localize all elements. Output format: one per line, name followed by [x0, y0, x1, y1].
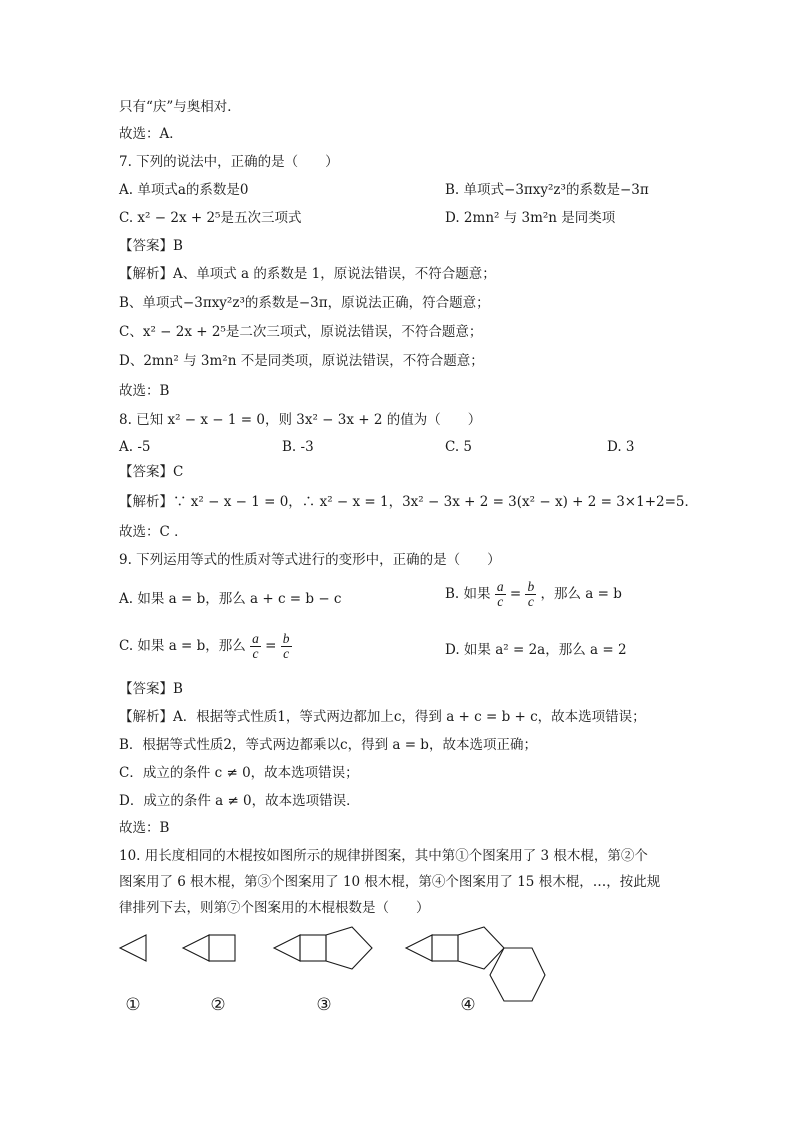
question-10-line1: 10. 用长度相同的木棍按如图所示的规律拼图案，其中第①个图案用了 3 根木棍，第②个 [119, 848, 648, 864]
figure-4-pentagon [458, 927, 504, 969]
option-9d: D. 如果 a² = 2a，那么 a = 2 [445, 642, 627, 658]
figure-3-triangle [274, 935, 300, 961]
question-7: 7. 下列的说法中，正确的是（ ） [119, 154, 339, 170]
fraction-a-over-c [250, 632, 261, 661]
figure-4-triangle [406, 935, 432, 961]
option-9c-prefix: C. 如果 a = b，那么 [119, 638, 246, 654]
explanation-9a: 【解析】A．根据等式性质1，等式两边都加上c，得到 a + c = b + c，故本选项错误； [119, 709, 646, 725]
explanation-9c: C．成立的条件 c ≠ 0，故本选项错误； [119, 765, 359, 781]
figure-1-triangle [120, 935, 146, 961]
question-8: 8. 已知 x² − x − 1 = 0，则 3x² − 3x + 2 的值为（ ） [119, 412, 482, 428]
explanation-9d: D．成立的条件 a ≠ 0，故本选项错误． [119, 793, 360, 809]
text-line: 只有“庆”与奥相对． [119, 99, 241, 115]
option-9c [119, 632, 292, 661]
numerator: a [496, 579, 504, 594]
question-10-line3: 律排列下去，则第⑦个图案用的木棍根数是（ ） [119, 900, 430, 916]
option-7a: A. 单项式a的系数是0 [119, 182, 249, 198]
denominator: c [283, 646, 290, 661]
option-9b-prefix: B. 如果 [445, 586, 491, 602]
figure-3-square [300, 935, 326, 961]
option-9b-suffix: ，那么 a = b [540, 586, 622, 602]
answer-7: 【答案】B [119, 238, 183, 254]
figure-label-1: ① [125, 995, 141, 1015]
option-7b: B. 单项式−3πxy²z³的系数是−3π [445, 182, 649, 198]
stick-pattern-figure [0, 920, 794, 1020]
numerator: b [527, 579, 535, 594]
option-8d: D. 3 [607, 439, 635, 455]
question-9: 9. 下列运用等式的性质对等式进行的变形中，正确的是（ ） [119, 552, 501, 568]
fraction-a-over-c [495, 580, 506, 609]
explanation-7b: B、单项式−3πxy²z³的系数是−3π，原说法正确，符合题意； [119, 295, 490, 311]
denominator: c [497, 594, 504, 609]
option-8b: B. -3 [282, 439, 314, 455]
figure-4-square [432, 935, 458, 961]
denominator: c [527, 594, 534, 609]
option-8c: C. 5 [445, 439, 473, 455]
select-7: 故选：B [119, 383, 170, 399]
option-7d: D. 2mn² 与 3m²n 是同类项 [445, 210, 616, 226]
fraction-b-over-c [281, 632, 292, 661]
option-7c: C. x² − 2x + 2⁵是五次三项式 [119, 210, 302, 226]
option-9b [445, 580, 622, 609]
figure-label-3: ③ [316, 995, 332, 1015]
text-line: 故选：A． [119, 126, 183, 142]
equals-sign: = [265, 638, 277, 654]
answer-8: 【答案】C [119, 464, 184, 480]
figure-2-triangle [183, 935, 209, 961]
figure-label-2: ② [210, 995, 226, 1015]
explanation-9b: B．根据等式性质2，等式两边都乘以c，得到 a = b，故本选项正确； [119, 737, 537, 753]
denominator: c [252, 646, 259, 661]
figure-2-square [209, 935, 235, 961]
explanation-7d: D、2mn² 与 3m²n 不是同类项，原说法错误，不符合题意； [119, 353, 484, 369]
option-9a: A. 如果 a = b，那么 a + c = b − c [119, 591, 342, 607]
fraction-b-over-c [525, 580, 536, 609]
select-9: 故选：B [119, 820, 170, 836]
explanation-7c: C、x² − 2x + 2⁵是二次三项式，原说法错误，不符合题意； [119, 324, 483, 340]
explanation-8: 【解析】∵ x² − x − 1 = 0，∴ x² − x = 1，3x² − 3x + 2 = 3(x² − x) + 2 = 3×1+2=5． [119, 494, 699, 510]
select-8: 故选：C ． [119, 524, 188, 540]
figure-label-4: ④ [460, 995, 476, 1015]
figure-3-pentagon [326, 927, 372, 969]
numerator: b [282, 631, 290, 646]
figure-4-hexagon [490, 948, 545, 1001]
explanation-7a: 【解析】A、单项式 a 的系数是 1，原说法错误，不符合题意； [119, 266, 496, 282]
equals-sign: = [509, 586, 522, 602]
question-10-line2: 图案用了 6 根木棍，第③个图案用了 10 根木棍，第④个图案用了 15 根木棍，…，按此规 [119, 874, 661, 890]
numerator: a [252, 631, 259, 646]
answer-9: 【答案】B [119, 681, 183, 697]
option-8a: A. -5 [119, 439, 151, 455]
